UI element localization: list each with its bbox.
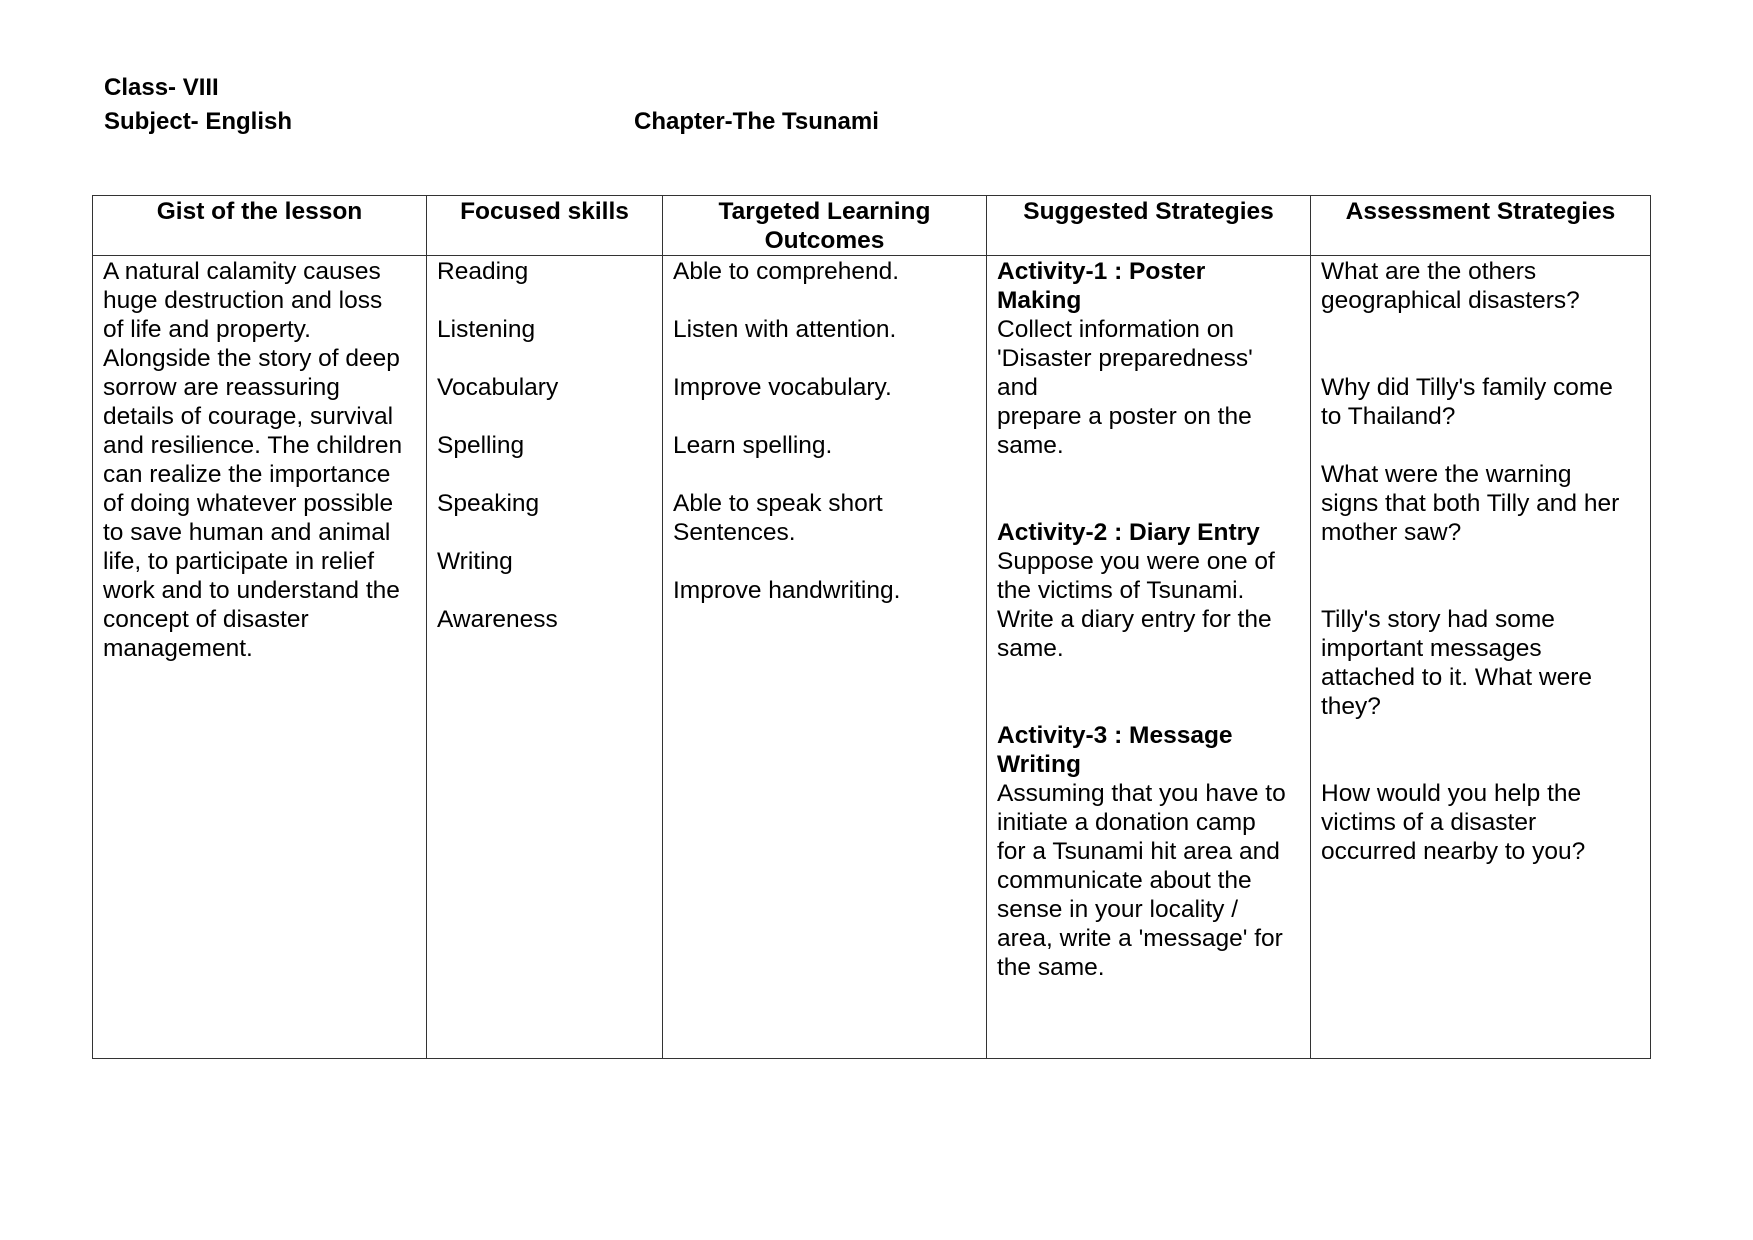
skill-vocabulary: Vocabulary (437, 374, 559, 401)
gist-line: management. (103, 635, 253, 662)
outcome-item: Sentences. (673, 519, 796, 546)
assessment-question: geographical disasters? (1321, 287, 1580, 314)
column-header-assessment: Assessment Strategies (1311, 196, 1651, 256)
gist-line: A natural calamity causes (103, 258, 381, 285)
activity-1-text: 'Disaster preparedness' (997, 345, 1253, 372)
gist-cell (93, 256, 427, 1059)
gist-line: life, to participate in relief (103, 548, 374, 575)
outcome-item: Learn spelling. (673, 432, 833, 459)
activity-3-text: the same. (997, 954, 1105, 981)
activity-1-text: prepare a poster on the (997, 403, 1252, 430)
activity-3-title: Writing (997, 751, 1081, 778)
assessment-question: Tilly's story had some (1321, 606, 1555, 633)
outcomes-cell (663, 256, 987, 1059)
assessment-question: victims of a disaster (1321, 809, 1537, 836)
class-label: Class- VIII (104, 74, 219, 101)
gist-line: sorrow are reassuring (103, 374, 340, 401)
activity-2-text: the victims of Tsunami. (997, 577, 1245, 604)
assessment-question: attached to it. What were (1321, 664, 1592, 691)
gist-line: Alongside the story of deep (103, 345, 400, 372)
assessment-question: How would you help the (1321, 780, 1582, 807)
gist-line: of life and property. (103, 316, 311, 343)
activity-3-text: area, write a 'message' for (997, 925, 1283, 952)
gist-line: to save human and animal (103, 519, 391, 546)
lesson-plan-table (92, 195, 1651, 1059)
gist-line: can realize the importance (103, 461, 391, 488)
activity-1-title: Making (997, 287, 1082, 314)
activity-3-text: for a Tsunami hit area and (997, 838, 1280, 865)
strategies-cell (987, 256, 1311, 1059)
assessment-question: signs that both Tilly and her (1321, 490, 1620, 517)
skill-awareness: Awareness (437, 606, 558, 633)
activity-3-text: initiate a donation camp (997, 809, 1256, 836)
activity-1-text: Collect information on (997, 316, 1234, 343)
subject-label: Subject- English (104, 108, 293, 135)
assessment-question: to Thailand? (1321, 403, 1456, 430)
activity-3-text: sense in your locality / (997, 896, 1239, 923)
assessment-question: What were the warning (1321, 461, 1572, 488)
table-header-row (93, 196, 1651, 256)
activity-2-text: Write a diary entry for the (997, 606, 1272, 633)
chapter-title: Chapter-The Tsunami (634, 108, 879, 135)
skills-cell (427, 256, 663, 1059)
assessment-question: What are the others (1321, 258, 1537, 285)
assessment-question: they? (1321, 693, 1381, 720)
skill-listening: Listening (437, 316, 536, 343)
outcome-item: Able to comprehend. (673, 258, 900, 285)
gist-line: details of courage, survival (103, 403, 394, 430)
gist-line: huge destruction and loss (103, 287, 383, 314)
column-header-outcomes: Targeted Learning Outcomes (663, 196, 987, 256)
outcome-item: Improve handwriting. (673, 577, 901, 604)
activity-1-text: same. (997, 432, 1064, 459)
activity-2-text: same. (997, 635, 1064, 662)
activity-1-title: Activity-1 : Poster (997, 258, 1206, 285)
assessment-question: Why did Tilly's family come (1321, 374, 1613, 401)
skill-reading: Reading (437, 258, 529, 285)
activity-3-title: Activity-3 : Message (997, 722, 1233, 749)
activity-2-text: Suppose you were one of (997, 548, 1275, 575)
outcome-item: Able to speak short (673, 490, 883, 517)
gist-line: of doing whatever possible (103, 490, 394, 517)
skill-spelling: Spelling (437, 432, 525, 459)
column-header-gist: Gist of the lesson (93, 196, 427, 256)
outcome-item: Listen with attention. (673, 316, 897, 343)
assessment-question: mother saw? (1321, 519, 1462, 546)
activity-3-text: Assuming that you have to (997, 780, 1286, 807)
column-header-skills: Focused skills (427, 196, 663, 256)
column-header-strategies: Suggested Strategies (987, 196, 1311, 256)
gist-line: concept of disaster (103, 606, 309, 633)
table-row (93, 256, 1651, 1059)
outcome-item: Improve vocabulary. (673, 374, 892, 401)
gist-line: work and to understand the (103, 577, 400, 604)
assessment-question: important messages (1321, 635, 1542, 662)
activity-2-title: Activity-2 : Diary Entry (997, 519, 1260, 546)
assessment-cell (1311, 256, 1651, 1059)
skill-speaking: Speaking (437, 490, 540, 517)
gist-line: and resilience. The children (103, 432, 403, 459)
assessment-question: occurred nearby to you? (1321, 838, 1586, 865)
activity-1-text: and (997, 374, 1038, 401)
skill-writing: Writing (437, 548, 513, 575)
activity-3-text: communicate about the (997, 867, 1252, 894)
